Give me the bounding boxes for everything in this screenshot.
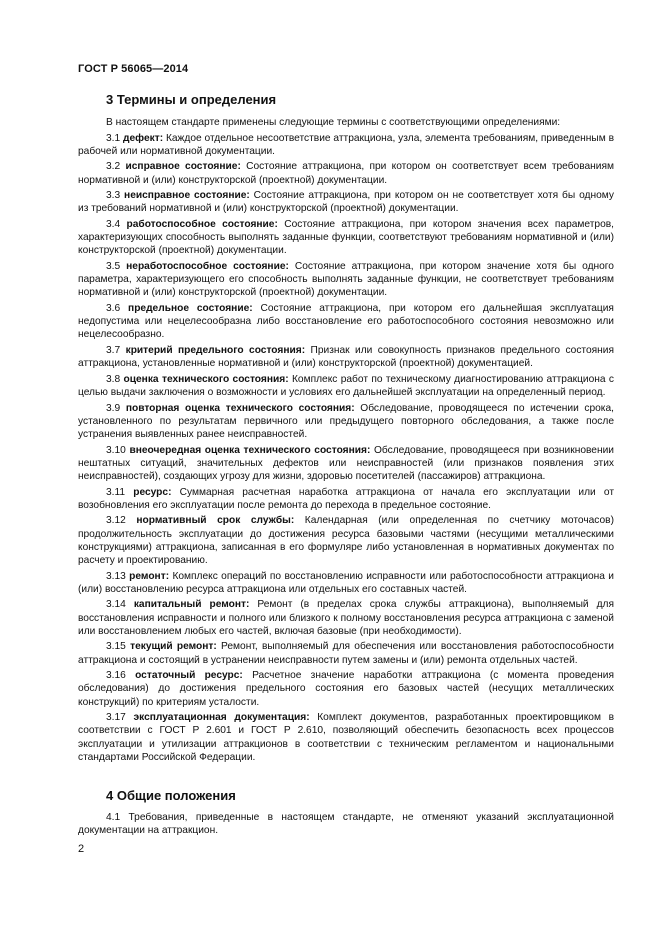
term-text: Ремонт, выполняемый для обеспечения или восстановления работоспособности аттракциона и состоящий в устранении неисправности путем замены и (или) ремонта отдельных частей. — [78, 641, 614, 666]
term-name: текущий ремонт: — [130, 641, 217, 653]
term-number: 3.4 — [106, 218, 121, 230]
term-name: неисправное состояние: — [124, 190, 250, 202]
term-definition — [78, 514, 614, 567]
terms-list — [78, 132, 614, 764]
term-definition — [78, 711, 614, 764]
term-definition — [78, 260, 614, 300]
term-definition — [78, 302, 614, 342]
term-definition — [78, 486, 614, 512]
term-number: 3.15 — [106, 641, 126, 653]
term-text: Состояние аттракциона, при котором его дальнейшая эксплуатация недопустима или нецелесообразна либо восстановление его работоспособного состояния невозможно или нецелесообразно. — [78, 302, 614, 341]
term-definition — [78, 669, 614, 709]
term-name: дефект: — [123, 132, 164, 144]
term-name: внеочередная оценка технического состояния: — [129, 444, 371, 456]
term-definition — [78, 640, 614, 666]
term-definition — [78, 344, 614, 370]
term-name: ресурс: — [133, 486, 172, 498]
term-text: Обследование, проводящееся по истечении срока, установленного по результатам первичного или предыдущего повторного обследования, а также после устранения выявленных ранее неисправностей. — [78, 402, 614, 440]
term-text: Признак или совокупность признаков предельного состояния аттракциона, установленные нормативной и (или) конструкторской (проектной) документацией. — [78, 344, 614, 370]
term-number: 3.6 — [106, 302, 121, 314]
term-number: 3.2 — [106, 161, 121, 173]
term-number: 3.14 — [106, 599, 126, 611]
term-text: Комплекс работ по техническому диагностированию аттракциона с целью выдачи заключения о возможности и условиях его дальнейшей эксплуатации на определенный период. — [78, 373, 614, 398]
page-number: 2 — [78, 843, 85, 855]
term-name: нормативный срок службы: — [136, 515, 295, 527]
term-text: Комплекс операций по восстановлению исправности или работоспособности аттракциона и (или) восстановлению ресурса аттракциона или отдельных его составных частей. — [78, 570, 614, 595]
term-definition — [78, 402, 614, 442]
term-name: оценка технического состояния: — [123, 373, 289, 385]
term-number: 3.3 — [106, 190, 121, 202]
section-4-paragraph: 4.1 Требования, приведенные в настоящем стандарте, не отменяют указаний эксплуатационной документации на аттракцион. — [78, 812, 614, 837]
term-text: Состояние аттракциона, при котором значение хотя бы одного параметра, характеризующего его способность выполнять заданные функции, не соответствует требованиям нормативной и (или) конструкторской (проектной) документации. — [78, 260, 614, 299]
term-name: исправное состояние: — [125, 161, 241, 173]
term-number: 3.16 — [106, 670, 126, 682]
term-number: 3.1 — [106, 132, 121, 144]
term-text: Состояние аттракциона, при котором он соответствует всем требованиям нормативной и (или) конструкторской (проектной) документации. — [78, 161, 615, 186]
term-text: Состояние аттракциона, при котором значения всех параметров, характеризующих способность выполнять заданные функции, соответствуют требованиям нормативной и (или) конструкторской (проектной) документации. — [78, 218, 614, 257]
term-name: критерий предельного состояния: — [125, 344, 306, 356]
term-name: эксплуатационная документация: — [133, 712, 310, 724]
term-number: 3.13 — [106, 570, 126, 582]
term-definition — [78, 160, 614, 186]
term-number: 3.11 — [106, 486, 126, 498]
section-3-title: 3 Термины и определения — [106, 92, 277, 107]
term-definition — [78, 444, 614, 484]
term-definition — [78, 189, 614, 215]
term-name: ремонт: — [129, 570, 170, 582]
term-text: Расчетное значение наработки аттракциона (с момента проведения обследования) до достижения предельного состояния его базовых частей (несущих металлических конструкций) по критериям усталости. — [78, 670, 614, 708]
term-definition — [78, 373, 614, 399]
term-number: 3.12 — [106, 515, 126, 527]
term-definition — [78, 218, 614, 258]
term-number: 3.5 — [106, 260, 121, 272]
section-4-body — [78, 811, 614, 840]
term-number: 3.8 — [106, 373, 121, 385]
term-name: капитальный ремонт: — [133, 599, 250, 611]
term-text: Обследование, проводящееся при возникновении нештатных ситуаций, значительных дефектов или неисправностей (или признаков появления этих неисправностей), создающих угрозу для жизни, здоровью посетителей (пассажиров) аттракциона. — [78, 444, 614, 482]
term-name: предельное состояние: — [128, 302, 253, 314]
term-definition — [78, 132, 614, 158]
term-number: 3.10 — [106, 444, 126, 456]
section-3-body — [78, 116, 614, 766]
term-name: неработоспособное состояние: — [126, 260, 289, 272]
section-3-intro: В настоящем стандарте применены следующие термины с соответствующими определениями: — [106, 117, 561, 128]
term-definition — [78, 570, 614, 596]
term-name: остаточный ресурс: — [135, 670, 243, 682]
term-number: 3.7 — [106, 344, 121, 356]
document-code: ГОСТ Р 56065—2014 — [78, 63, 189, 75]
term-text: Состояние аттракциона, при котором он не соответствует хотя бы одному из требований нормативной и (или) конструкторской (проектной) документации. — [78, 190, 614, 215]
term-number: 3.9 — [106, 402, 121, 414]
term-name: работоспособное состояние: — [126, 218, 278, 230]
term-number: 3.17 — [106, 712, 126, 724]
term-text: Суммарная расчетная наработка аттракциона от начала его эксплуатации или от возобновления его эксплуатации после ремонта до перехода в предельное состояние. — [78, 486, 614, 511]
term-text: Комплект документов, разработанных проектировщиком в соответствии с ГОСТ Р 2.601 и ГОСТ Р 2.610, позволяющий обеспечить безопасность всех процессов эксплуатации и утилизации аттракционов в соответствии с техническим регламентом и национальными стандартами Российской Федерации. — [78, 712, 614, 763]
term-text: Ремонт (в пределах срока службы аттракциона), выполняемый для восстановления исправности и полного или близкого к полному восстановления ресурса аттракциона с заменой или восстановлением любых его частей, включая базовые (при необходимости). — [78, 599, 614, 637]
term-name: повторная оценка технического состояния: — [125, 402, 355, 414]
section-4-title: 4 Общие положения — [106, 788, 236, 803]
term-text: Календарная (или определенная по счетчику моточасов) продолжительность эксплуатации до достижения ресурса базовыми частями (несущими металлическими конструкциями) аттракциона, записанная в его формуляре либо установленная в нормативных документах по расчету и проектированию. — [78, 515, 614, 566]
term-definition — [78, 598, 614, 638]
term-text: Каждое отдельное несоответствие аттракциона, узла, элемента требованиям, приведенным в рабочей или нормативной документации. — [78, 132, 614, 157]
